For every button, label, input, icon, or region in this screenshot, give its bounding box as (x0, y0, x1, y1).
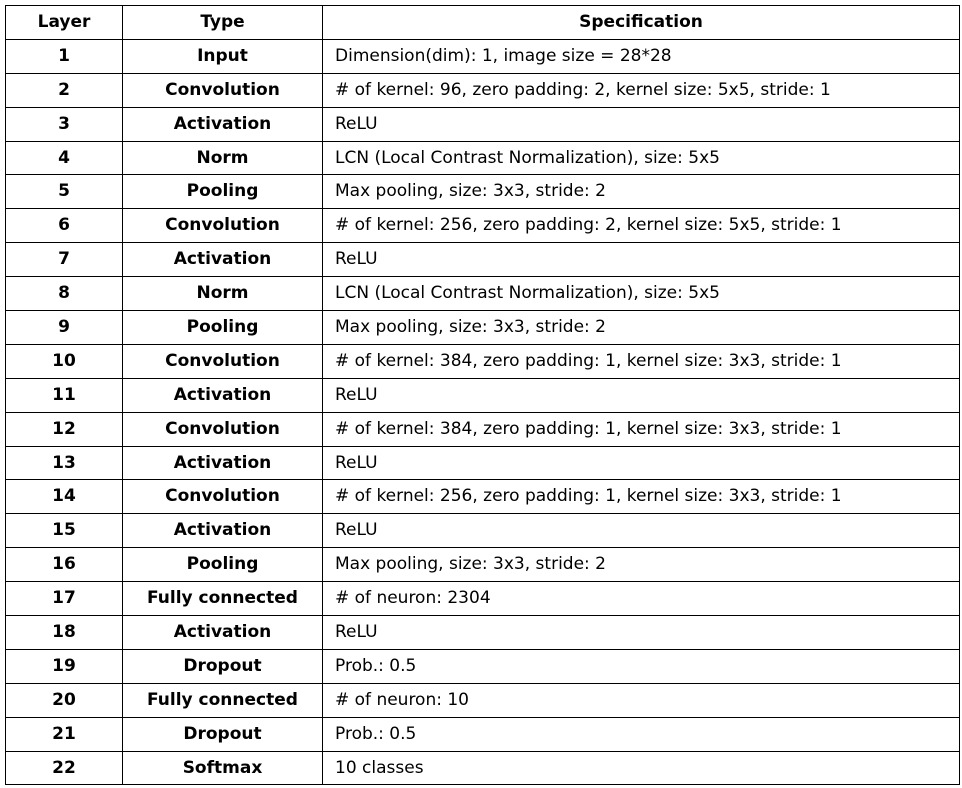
layer-number-cell: 11 (6, 378, 123, 412)
table-row (6, 582, 960, 616)
layer-number-cell: 14 (6, 480, 123, 514)
layer-number-cell: 2 (6, 73, 123, 107)
layer-type-cell: Norm (123, 141, 323, 175)
layer-number-cell: 9 (6, 311, 123, 345)
table-row (6, 616, 960, 650)
layer-specification-cell: # of kernel: 96, zero padding: 2, kernel size: 5x5, stride: 1 (323, 73, 960, 107)
layer-number-cell: 22 (6, 751, 123, 785)
layer-type-cell: Activation (123, 243, 323, 277)
layer-specification-cell: Dimension(dim): 1, image size = 28*28 (323, 39, 960, 73)
layer-type-cell: Input (123, 39, 323, 73)
layer-number-cell: 15 (6, 514, 123, 548)
layer-type-cell: Pooling (123, 548, 323, 582)
layer-number-cell: 10 (6, 344, 123, 378)
layer-number-cell: 13 (6, 446, 123, 480)
layer-specification-cell: Max pooling, size: 3x3, stride: 2 (323, 175, 960, 209)
layer-type-cell: Activation (123, 107, 323, 141)
layer-specification-cell: LCN (Local Contrast Normalization), size: 5x5 (323, 277, 960, 311)
table-row (6, 548, 960, 582)
layer-number-cell: 5 (6, 175, 123, 209)
header-layer: Layer (6, 6, 123, 40)
table-row (6, 412, 960, 446)
layer-specification-cell: ReLU (323, 243, 960, 277)
layer-number-cell: 1 (6, 39, 123, 73)
layer-specification-cell: ReLU (323, 107, 960, 141)
layer-number-cell: 20 (6, 683, 123, 717)
table-row (6, 378, 960, 412)
layer-number-cell: 21 (6, 717, 123, 751)
header-specification: Specification (323, 6, 960, 40)
layer-type-cell: Convolution (123, 412, 323, 446)
layer-number-cell: 4 (6, 141, 123, 175)
table-row (6, 717, 960, 751)
layer-specification-cell: Max pooling, size: 3x3, stride: 2 (323, 311, 960, 345)
layer-specification-cell: ReLU (323, 616, 960, 650)
layer-number-cell: 17 (6, 582, 123, 616)
layer-type-cell: Convolution (123, 209, 323, 243)
layer-specification-cell: # of neuron: 10 (323, 683, 960, 717)
layer-type-cell: Pooling (123, 311, 323, 345)
table-row (6, 243, 960, 277)
layer-type-cell: Convolution (123, 480, 323, 514)
layer-spec-table (5, 5, 960, 785)
layer-number-cell: 6 (6, 209, 123, 243)
table-row (6, 683, 960, 717)
layer-specification-cell: Max pooling, size: 3x3, stride: 2 (323, 548, 960, 582)
layer-number-cell: 19 (6, 649, 123, 683)
layer-specification-cell: # of kernel: 256, zero padding: 1, kernel size: 3x3, stride: 1 (323, 480, 960, 514)
table-row (6, 751, 960, 785)
layer-number-cell: 7 (6, 243, 123, 277)
layer-number-cell: 3 (6, 107, 123, 141)
layer-type-cell: Activation (123, 514, 323, 548)
table-row (6, 649, 960, 683)
layer-number-cell: 18 (6, 616, 123, 650)
layer-specification-cell: Prob.: 0.5 (323, 649, 960, 683)
table-row (6, 344, 960, 378)
header-type: Type (123, 6, 323, 40)
layer-type-cell: Fully connected (123, 683, 323, 717)
layer-specification-cell: # of kernel: 384, zero padding: 1, kernel size: 3x3, stride: 1 (323, 412, 960, 446)
layer-specification-cell: # of kernel: 256, zero padding: 2, kernel size: 5x5, stride: 1 (323, 209, 960, 243)
layer-specification-cell: 10 classes (323, 751, 960, 785)
layer-number-cell: 12 (6, 412, 123, 446)
layer-type-cell: Activation (123, 446, 323, 480)
layer-type-cell: Pooling (123, 175, 323, 209)
table-row (6, 311, 960, 345)
layer-specification-cell: ReLU (323, 378, 960, 412)
table-header-row (6, 6, 960, 40)
table-row (6, 39, 960, 73)
table-row (6, 73, 960, 107)
layer-type-cell: Norm (123, 277, 323, 311)
table-row (6, 277, 960, 311)
layer-specification-cell: ReLU (323, 446, 960, 480)
table-row (6, 480, 960, 514)
layer-type-cell: Activation (123, 616, 323, 650)
layer-number-cell: 16 (6, 548, 123, 582)
layer-type-cell: Activation (123, 378, 323, 412)
layer-number-cell: 8 (6, 277, 123, 311)
layer-specification-cell: # of neuron: 2304 (323, 582, 960, 616)
table-row (6, 209, 960, 243)
layer-type-cell: Fully connected (123, 582, 323, 616)
table-body (6, 39, 960, 785)
layer-specification-cell: LCN (Local Contrast Normalization), size: 5x5 (323, 141, 960, 175)
layer-type-cell: Convolution (123, 344, 323, 378)
layer-specification-cell: # of kernel: 384, zero padding: 1, kernel size: 3x3, stride: 1 (323, 344, 960, 378)
layer-specification-cell: ReLU (323, 514, 960, 548)
table-row (6, 107, 960, 141)
table-row (6, 141, 960, 175)
table-row (6, 175, 960, 209)
layer-type-cell: Convolution (123, 73, 323, 107)
layer-type-cell: Softmax (123, 751, 323, 785)
table-row (6, 514, 960, 548)
layer-specification-cell: Prob.: 0.5 (323, 717, 960, 751)
layer-type-cell: Dropout (123, 649, 323, 683)
layer-type-cell: Dropout (123, 717, 323, 751)
table-row (6, 446, 960, 480)
